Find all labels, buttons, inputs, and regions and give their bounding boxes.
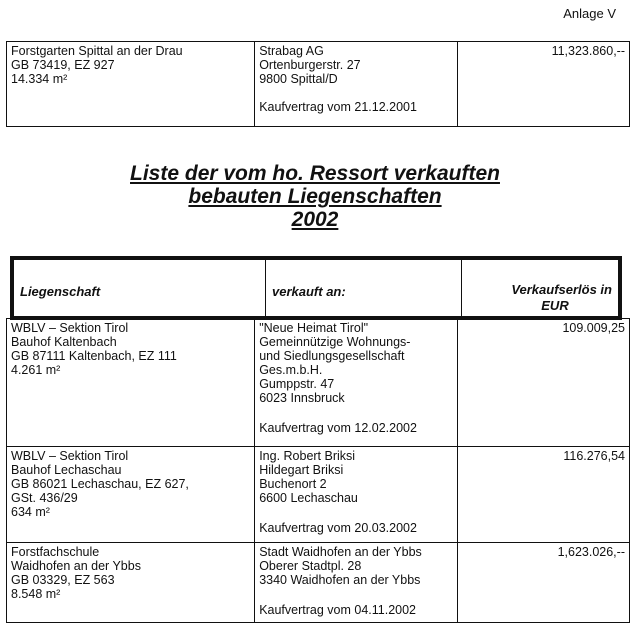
property-line: GSt. 436/29 — [11, 491, 78, 505]
property-line: 14.334 m² — [11, 72, 68, 86]
property-line: Forstfachschule — [11, 545, 100, 559]
property-line: Forstgarten Spittal an der Drau — [11, 44, 183, 58]
buyer-line: Ortenburgerstr. 27 — [259, 58, 361, 72]
property-line: Bauhof Lechaschau — [11, 463, 122, 477]
proceeds-cell: 1,623.026,-- — [458, 543, 630, 623]
buyer-line: Gemeinnützige Wohnungs- — [259, 335, 411, 349]
buyer-cell — [255, 543, 458, 623]
property-line: WBLV – Sektion Tirol — [11, 449, 129, 463]
buyer-line: und Siedlungsgesellschaft — [259, 349, 405, 363]
buyer-cell — [255, 319, 458, 447]
property-line: 634 m² — [11, 505, 50, 519]
property-cell — [7, 543, 255, 623]
property-line: GB 03329, EZ 563 — [11, 573, 115, 587]
property-line: Bauhof Kaltenbach — [11, 335, 117, 349]
buyer-cell — [255, 42, 458, 127]
title-line-1: Liste der vom ho. Ressort verkauften — [130, 162, 500, 185]
header-proceeds — [462, 260, 618, 316]
table-row — [7, 319, 630, 447]
previous-entry-table — [6, 41, 630, 127]
title-line-2: bebauten Liegenschaften — [188, 185, 442, 208]
page-title — [0, 162, 630, 231]
header-proceeds-line1: Verkaufserlös in — [511, 282, 612, 297]
proceeds-cell: 109.009,25 — [458, 319, 630, 447]
sales-table — [6, 318, 630, 623]
header-property: Liegenschaft — [14, 260, 266, 316]
buyer-line: 9800 Spittal/D — [259, 72, 338, 86]
property-cell — [7, 42, 255, 127]
table-row — [7, 42, 630, 127]
property-line: Waidhofen an der Ybbs — [11, 559, 141, 573]
buyer-line: Buchenort 2 — [259, 477, 327, 491]
annex-label: Anlage V — [563, 6, 616, 21]
buyer-line: Ges.m.b.H. — [259, 363, 323, 377]
buyer-line: Gumppstr. 47 — [259, 377, 335, 391]
property-line: 8.548 m² — [11, 587, 61, 601]
buyer-line: 6023 Innsbruck — [259, 391, 345, 405]
property-line: GB 73419, EZ 927 — [11, 58, 115, 72]
buyer-line: 6600 Lechaschau — [259, 491, 358, 505]
property-line: GB 86021 Lechaschau, EZ 627, — [11, 477, 189, 491]
header-buyer: verkauft an: — [266, 260, 462, 316]
buyer-line: Oberer Stadtpl. 28 — [259, 559, 362, 573]
contract-date: Kaufvertrag vom 21.12.2001 — [259, 100, 417, 114]
contract-date: Kaufvertrag vom 12.02.2002 — [259, 421, 417, 435]
buyer-line: 3340 Waidhofen an der Ybbs — [259, 573, 421, 587]
property-line: GB 87111 Kaltenbach, EZ 111 — [11, 349, 177, 363]
contract-date: Kaufvertrag vom 04.11.2002 — [259, 603, 416, 617]
table-header — [10, 256, 622, 320]
header-proceeds-unit: EUR — [541, 298, 569, 313]
property-line: WBLV – Sektion Tirol — [11, 321, 129, 335]
proceeds-cell: 11,323.860,-- — [458, 42, 630, 127]
title-line-3: 2002 — [291, 208, 339, 231]
table-row — [7, 447, 630, 543]
contract-date: Kaufvertrag vom 20.03.2002 — [259, 521, 417, 535]
property-cell — [7, 447, 255, 543]
buyer-line: Strabag AG — [259, 44, 324, 58]
buyer-cell — [255, 447, 458, 543]
buyer-line: Ing. Robert Briksi — [259, 449, 356, 463]
buyer-line: "Neue Heimat Tirol" — [259, 321, 369, 335]
buyer-line: Stadt Waidhofen an der Ybbs — [259, 545, 422, 559]
buyer-line: Hildegart Briksi — [259, 463, 344, 477]
property-line: 4.261 m² — [11, 363, 61, 377]
proceeds-cell: 116.276,54 — [458, 447, 630, 543]
property-cell — [7, 319, 255, 447]
table-row — [7, 543, 630, 623]
